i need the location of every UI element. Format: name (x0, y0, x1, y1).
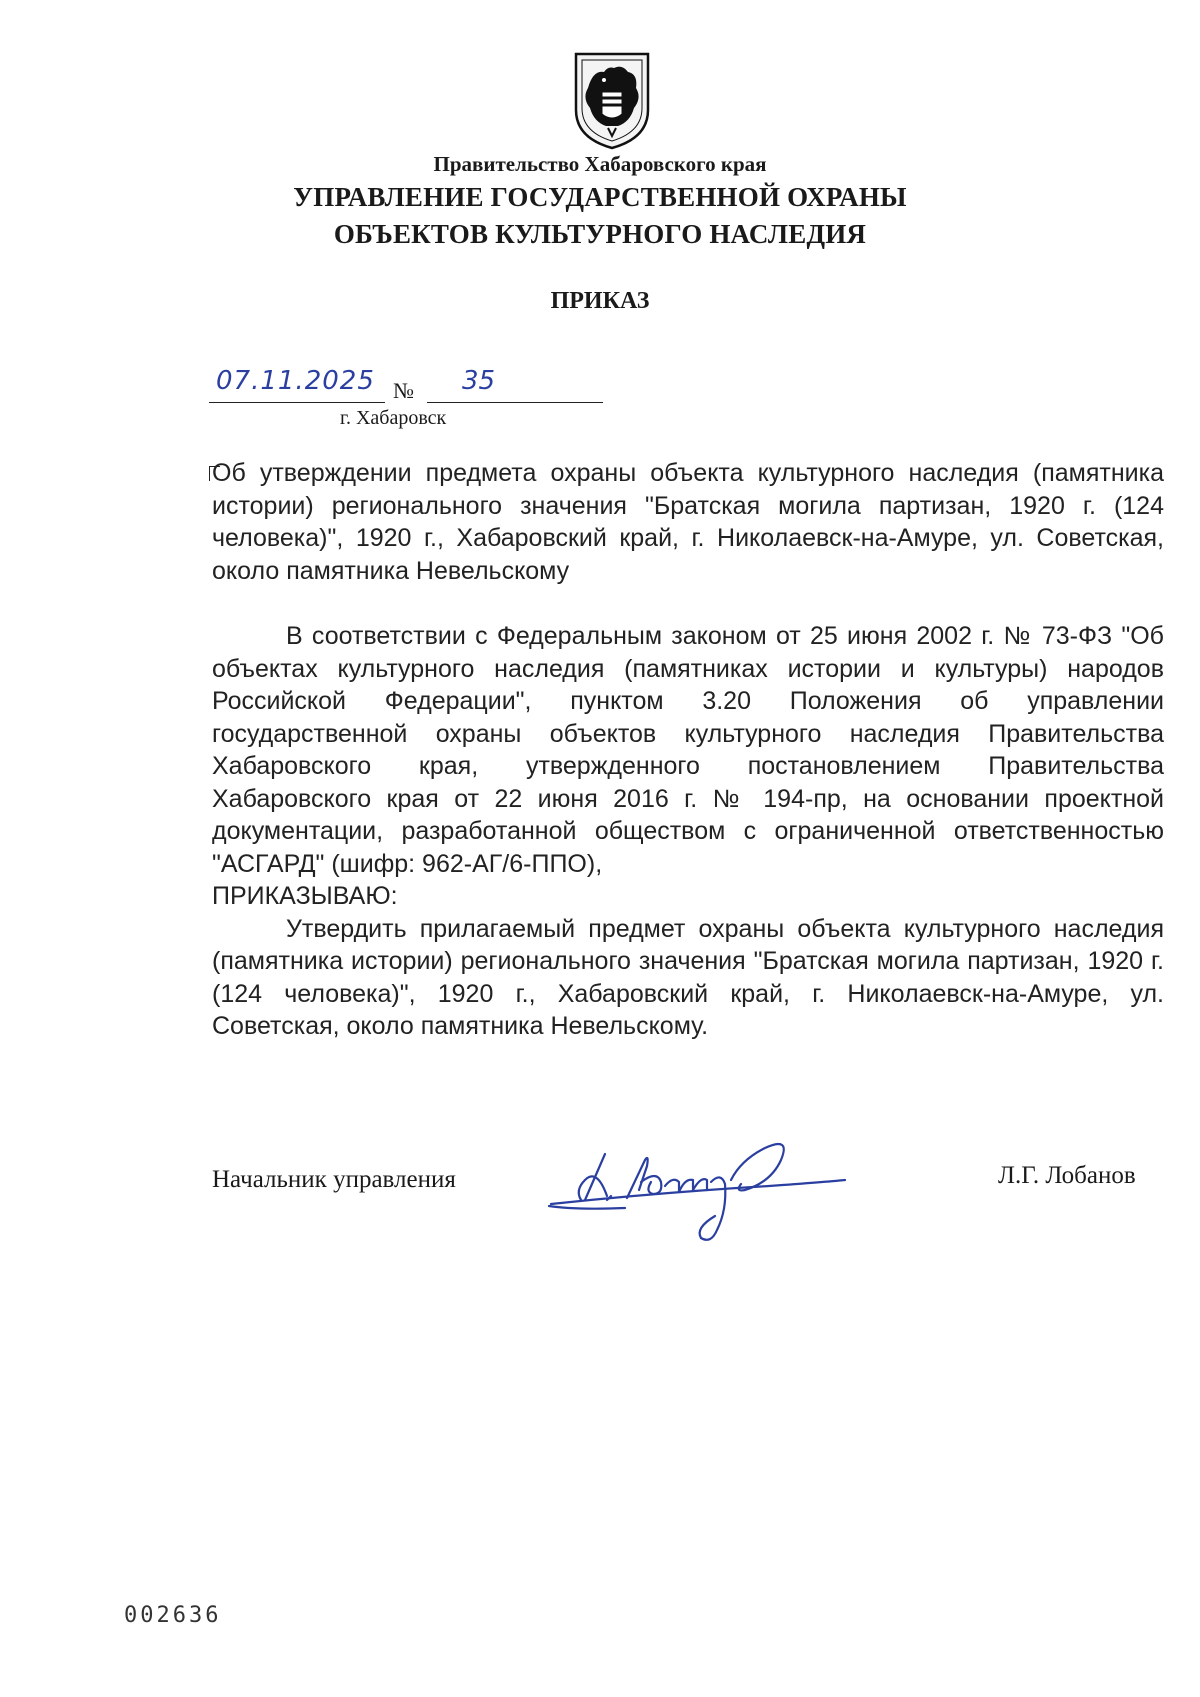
date-underline (209, 402, 385, 403)
order-subject: Об утверждении предмета охраны объекта культурного наследия (памятника истории) регионального значения "Братская могила партизан, 1920 г. (124 человека)", 1920 г., Хабаровский край, г. Николаевск-на-Амуре, ул. Советская, около памятника Невельскому (212, 459, 1164, 585)
preamble-paragraph: В соответствии с Федеральным законом от 25 июня 2002 г. № 73-ФЗ "Об объектах культурного наследия (памятниках истории и культуры) народов Российской Федерации", пунктом 3.20 Положения об управлении государственной охраны объектов культурного наследия Правительства Хабаровского края, утвержденного постановлением Правительства Хабаровского края от 22 июня 2016 г. № 194-пр, на основании проектной документации, разработанной обществом с ограниченной ответственностью "АСГАРД" (шифр: 962-АГ/6-ППО), (212, 622, 1164, 878)
order-body (212, 620, 1164, 1043)
order-date: 07.11.2025 (216, 366, 375, 396)
decision-paragraph: Утвердить прилагаемый предмет охраны объекта культурного наследия (памятника истории) регионального значения "Братская могила партизан, 1920 г. (124 человека)", 1920 г., Хабаровский край, г. Николаевск-на-Амуре, ул. Советская, около памятника Невельскому. (212, 914, 1164, 1040)
number-label: № (393, 378, 414, 403)
handwritten-signature (545, 1120, 925, 1270)
signatory-title: Начальник управления (212, 1166, 456, 1193)
document-type: ПРИКАЗ (550, 288, 650, 314)
department-name-line1: УПРАВЛЕНИЕ ГОСУДАРСТВЕННОЙ ОХРАНЫ (293, 182, 907, 212)
government-name: Правительство Хабаровского края (433, 152, 767, 176)
issue-city: г. Хабаровск (340, 407, 447, 429)
khabarovsk-coat-of-arms-icon (568, 48, 656, 152)
order-number: 35 (462, 366, 496, 396)
number-underline (427, 402, 603, 403)
signatory-name: Л.Г. Лобанов (998, 1162, 1136, 1189)
serial-number: 002636 (124, 1603, 222, 1628)
order-directive-word: ПРИКАЗЫВАЮ: (212, 882, 398, 910)
department-name-line2: ОБЪЕКТОВ КУЛЬТУРНОГО НАСЛЕДИЯ (333, 219, 867, 249)
